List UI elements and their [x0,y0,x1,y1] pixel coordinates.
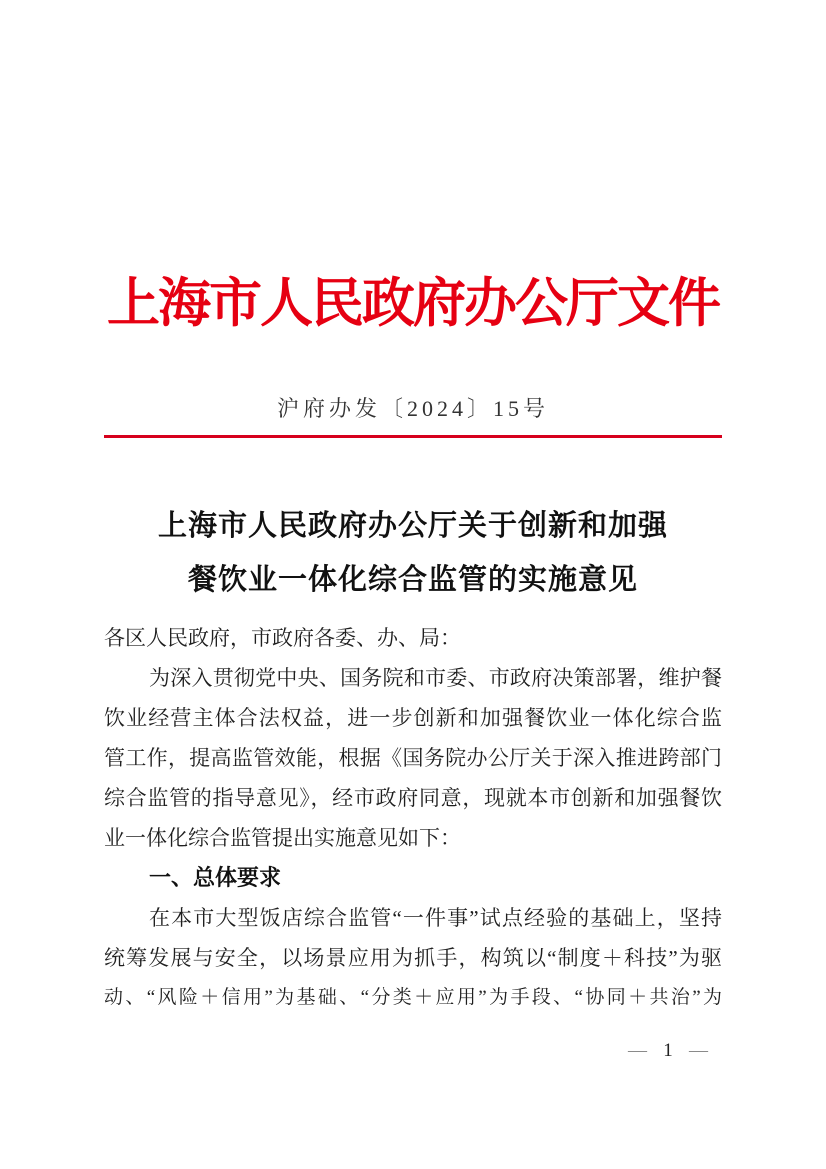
document-title-line-1: 上海市人民政府办公厅关于创新和加强 [157,510,668,542]
body-line: 饮业经营主体合法权益，进一步创新和加强餐饮业一体化综合监 [104,706,722,730]
section-heading: 一、总体要求 [149,865,282,890]
document-title-line-2: 餐饮业一体化综合监管的实施意见 [187,564,638,596]
body-line: 管工作，提高监管效能，根据《国务院办公厅关于深入推进跨部门 [104,746,722,770]
body-line: 综合监管的指导意见》，经市政府同意，现就本市创新和加强餐饮 [104,786,722,810]
body-line: 统筹发展与安全，以场景应用为抓手，构筑以“制度＋科技”为驱 [104,946,722,970]
footer-dash-right: — [689,1040,708,1061]
document-body [104,618,722,1018]
doc-number: 沪府办发〔2024〕15号 [276,396,549,421]
body-line: 动、“风险＋信用”为基础、“分类＋应用”为手段、“协同＋共治”为 [104,987,722,1008]
salutation-line: 各区人民政府，市政府各委、办、局： [104,626,461,650]
footer-page-number: 1 [663,1040,673,1061]
footer-dash-left: — [628,1040,647,1061]
document-title [0,499,826,607]
letterhead-title: 上海市人民政府办公厅文件 [107,275,719,333]
page-footer [628,1040,708,1062]
body-line: 业一体化综合监管提出实施意见如下： [104,826,461,850]
red-divider-rule [104,435,722,438]
body-line: 为深入贯彻党中央、国务院和市委、市政府决策部署，维护餐 [149,666,722,690]
body-line: 在本市大型饭店综合监管“一件事”试点经验的基础上，坚持 [149,906,722,930]
